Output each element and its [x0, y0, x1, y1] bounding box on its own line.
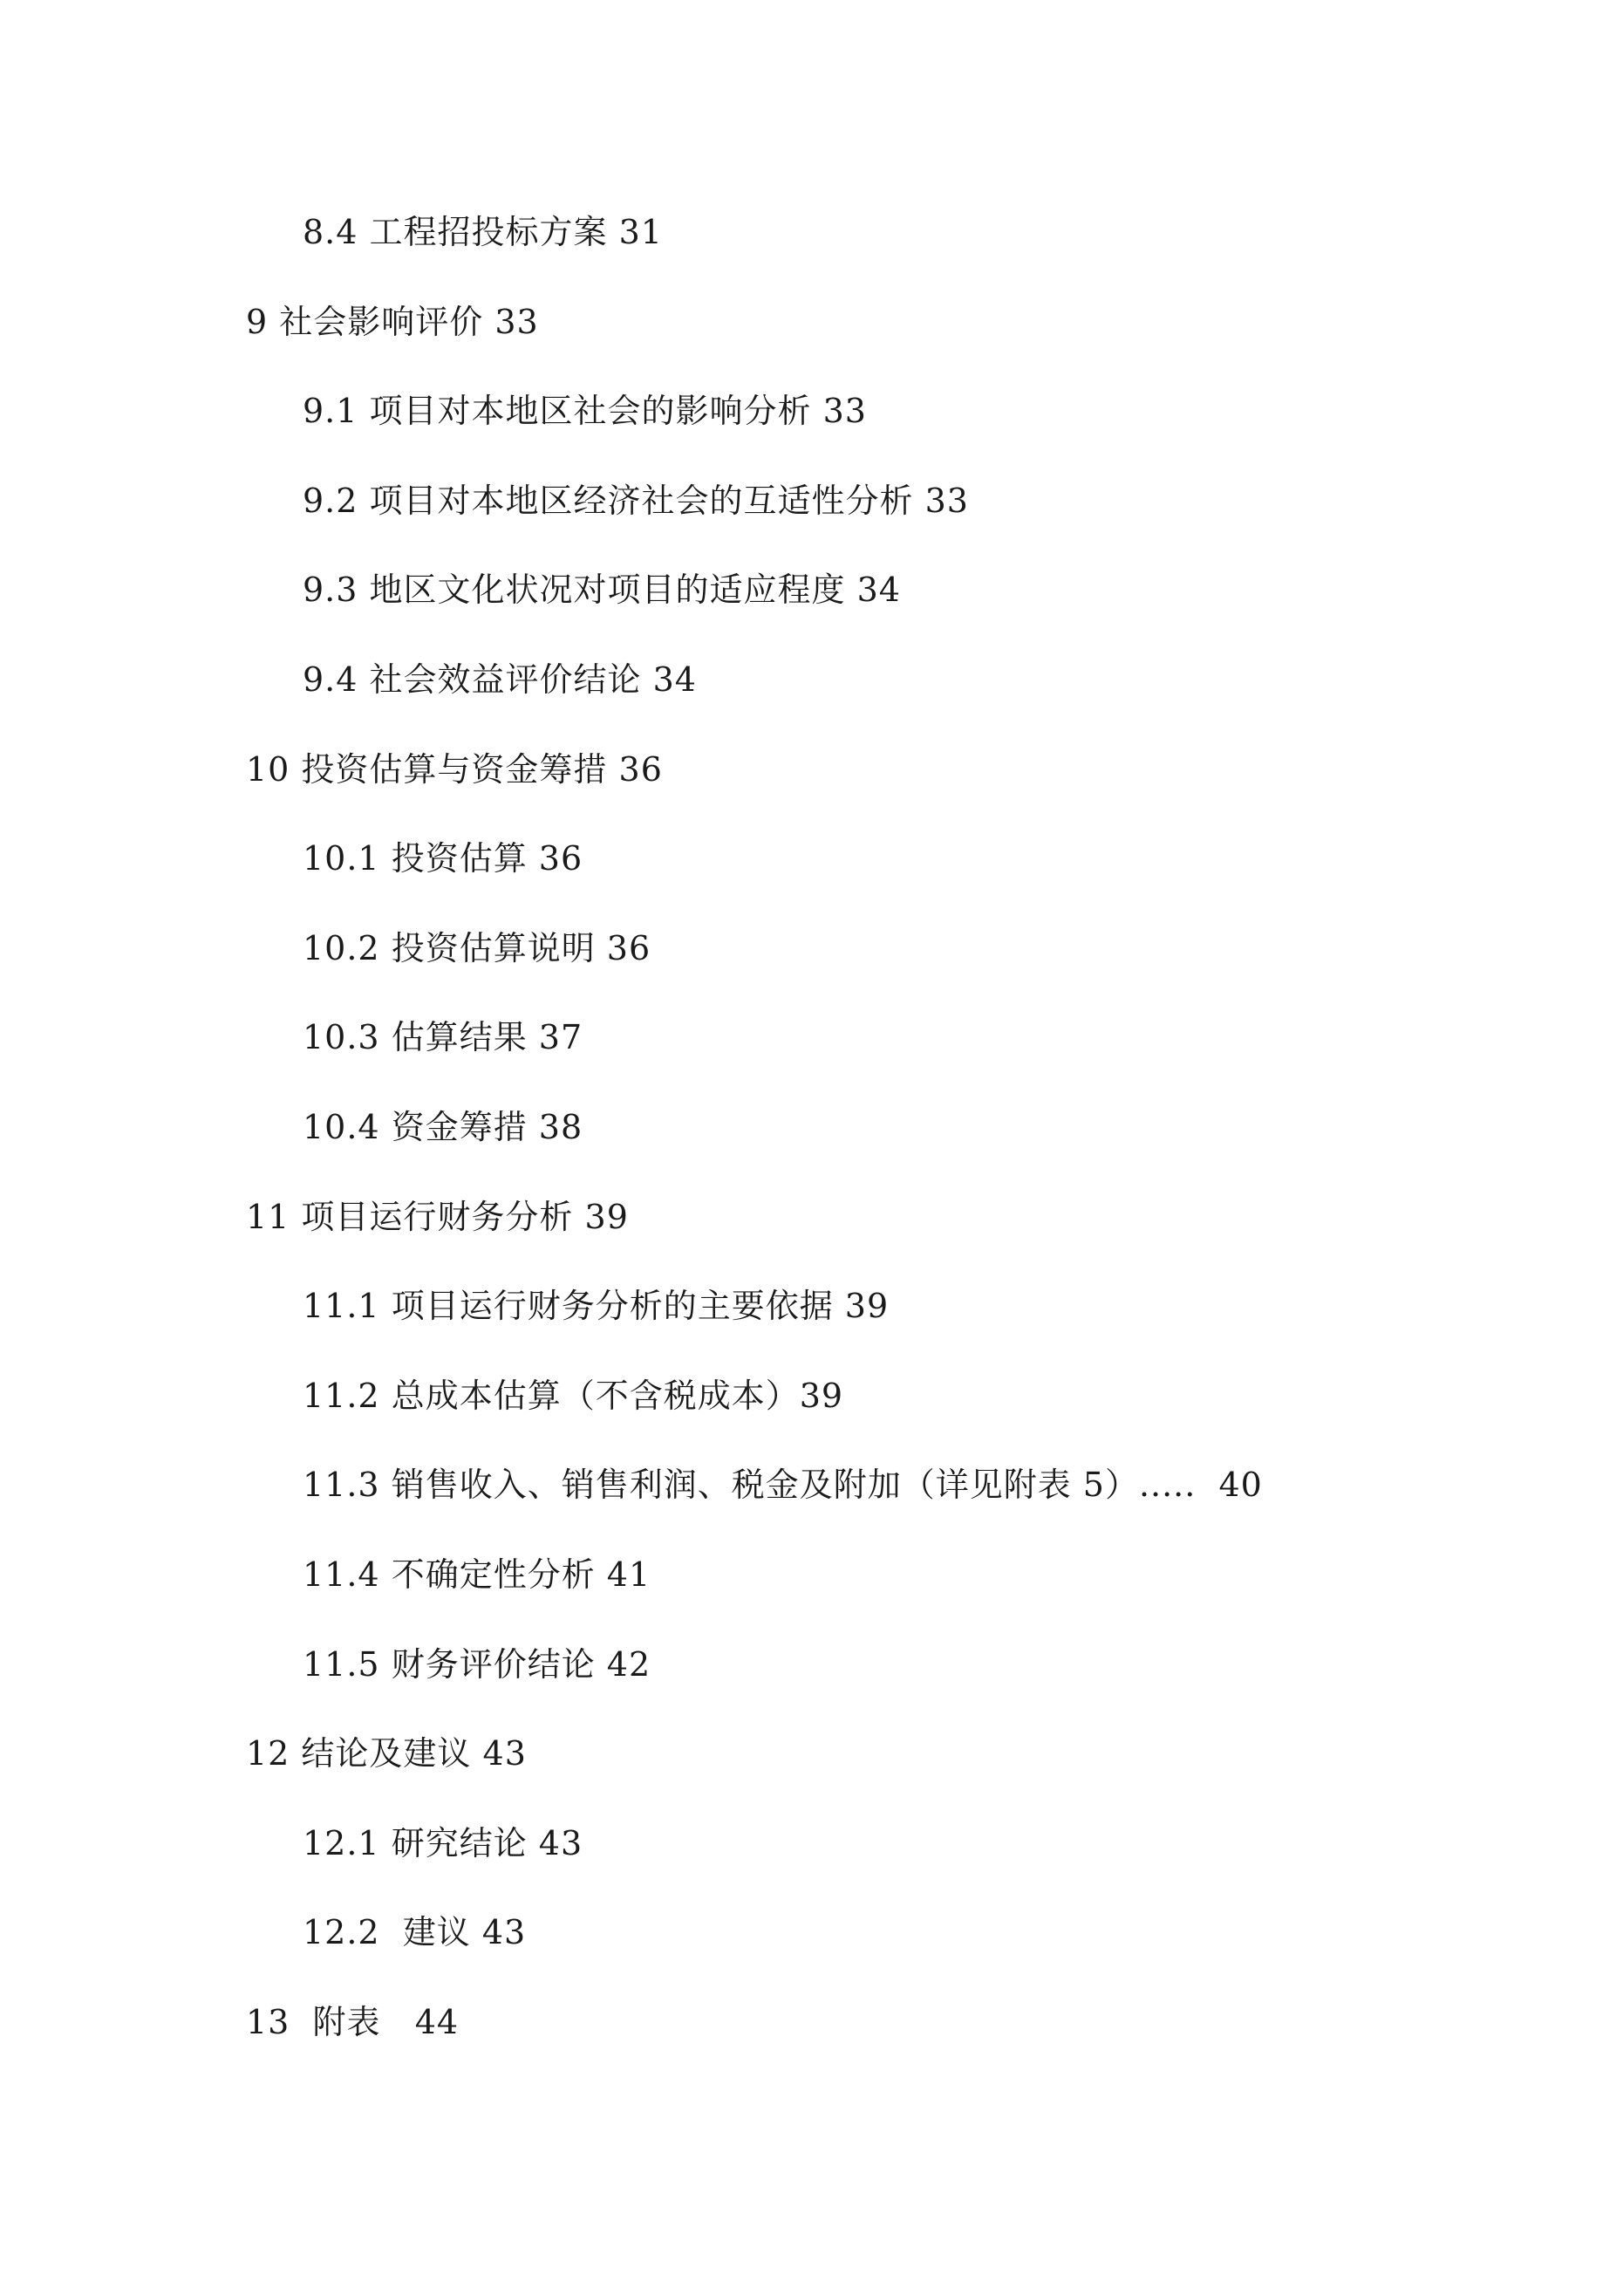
toc-entry-9-4[interactable]: 9.4 社会效益评价结论 34 [303, 659, 697, 699]
toc-entry-9-1[interactable]: 9.1 项目对本地区社会的影响分析 33 [303, 392, 867, 431]
toc-entry-12-2[interactable]: 12.2 建议 43 [303, 1913, 527, 1952]
toc-entry-11-4[interactable]: 11.4 不确定性分析 41 [303, 1555, 651, 1594]
toc-entry-12-1[interactable]: 12.1 研究结论 43 [303, 1823, 583, 1862]
toc-entry-10-3[interactable]: 10.3 估算结果 37 [303, 1018, 583, 1057]
toc-entry-12[interactable]: 12 结论及建议 43 [246, 1734, 527, 1773]
table-of-contents [0, 201, 1623, 2080]
toc-entry-9-3[interactable]: 9.3 地区文化状况对项目的适应程度 34 [303, 571, 901, 610]
toc-entry-11-5[interactable]: 11.5 财务评价结论 42 [303, 1644, 651, 1684]
toc-entry-11-1[interactable]: 11.1 项目运行财务分析的主要依据 39 [303, 1287, 890, 1326]
toc-entry-10-1[interactable]: 10.1 投资估算 36 [303, 839, 583, 878]
toc-entry-11[interactable]: 11 项目运行财务分析 39 [246, 1197, 629, 1236]
toc-entry-10-4[interactable]: 10.4 资金筹措 38 [303, 1107, 583, 1146]
toc-entry-11-3[interactable]: 11.3 销售收入、销售利润、税金及附加（详见附表 5）..... 40 [303, 1466, 1263, 1505]
toc-entry-11-2[interactable]: 11.2 总成本估算（不含税成本）39 [303, 1376, 844, 1415]
toc-entry-8-4[interactable]: 8.4 工程招投标方案 31 [303, 213, 663, 251]
toc-entry-13[interactable]: 13 附表 44 [246, 2002, 460, 2041]
toc-entry-10[interactable]: 10 投资估算与资金筹措 36 [246, 749, 663, 789]
toc-entry-9-2[interactable]: 9.2 项目对本地区经济社会的互适性分析 33 [303, 481, 969, 520]
toc-entry-9[interactable]: 9 社会影响评价 33 [246, 302, 539, 341]
toc-entry-10-2[interactable]: 10.2 投资估算说明 36 [303, 928, 651, 967]
